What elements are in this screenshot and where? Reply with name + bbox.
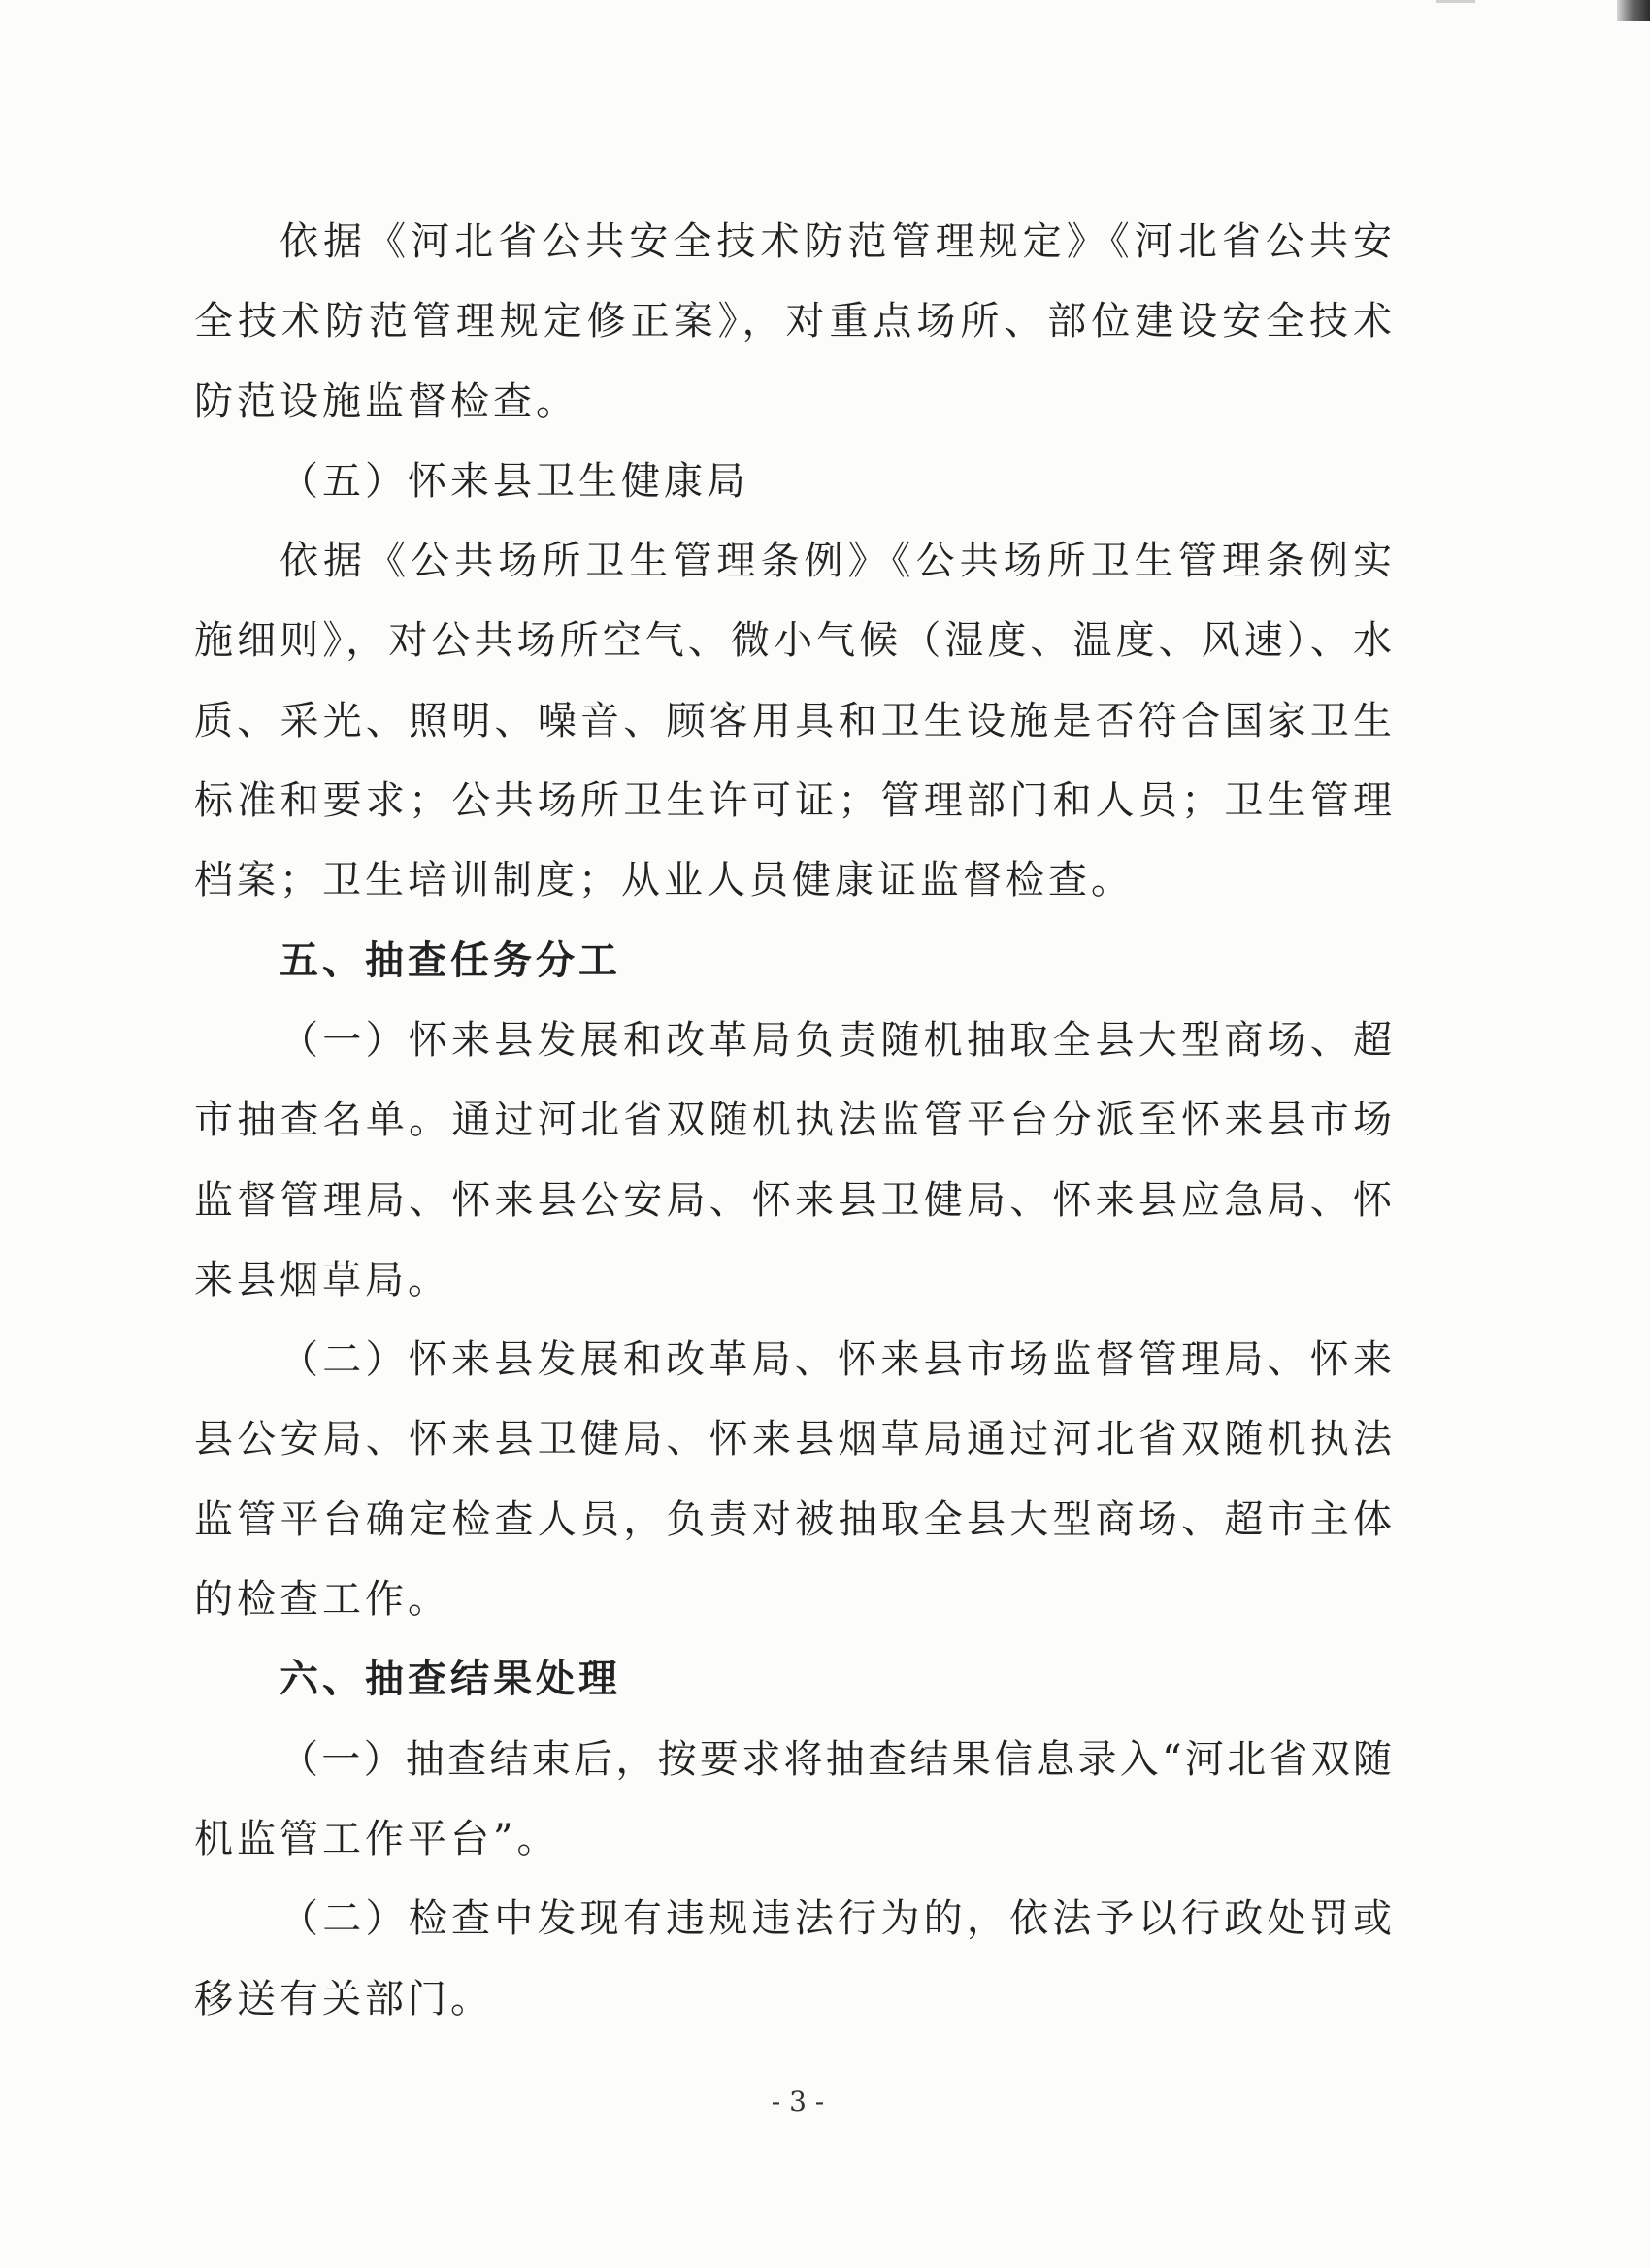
text-line: 的检查工作。	[194, 1577, 450, 1623]
text-line: 监督管理局、怀来县公安局、怀来县卫健局、怀来县应急局、怀	[194, 1177, 1392, 1223]
page-number: - 3 -	[771, 2086, 825, 2118]
paragraph-result-handling-2	[194, 1879, 1392, 2039]
text-line: 机监管工作平台”。	[194, 1816, 560, 1861]
text-line: 县公安局、怀来县卫健局、怀来县烟草局通过河北省双随机执法	[194, 1417, 1392, 1463]
text-line: 市抽查名单。通过河北省双随机执法监管平台分派至怀来县市场	[194, 1098, 1392, 1143]
text-line: 移送有关部门。	[194, 1976, 493, 2021]
subsection-heading: （五）怀来县卫生健康局	[280, 458, 749, 504]
scan-edge-mark	[1617, 0, 1650, 21]
document-body	[194, 202, 1392, 2039]
text-line: （二）怀来县发展和改革局、怀来县市场监督管理局、怀来	[280, 1337, 1392, 1383]
paragraph-task-division-2	[194, 1320, 1392, 1639]
subsection-heading-health-bureau	[194, 442, 1392, 521]
section-heading-task-division	[194, 921, 1392, 1001]
section-heading: 五、抽查任务分工	[280, 937, 621, 983]
paragraph-task-division-1	[194, 1001, 1392, 1320]
text-line: 依据《河北省公共安全技术防范管理规定》《河北省公共安	[280, 219, 1392, 264]
text-line: 防范设施监督检查。	[194, 378, 578, 424]
paragraph-result-handling-1	[194, 1720, 1392, 1880]
text-line: （二）检查中发现有违规违法行为的，依法予以行政处罚或	[280, 1896, 1392, 1942]
text-line: 全技术防范管理规定修正案》，对重点场所、部位建设安全技术	[194, 299, 1392, 345]
text-line: 档案；卫生培训制度；从业人员健康证监督检查。	[194, 858, 1134, 904]
text-line: 质、采光、照明、噪音、顾客用具和卫生设施是否符合国家卫生	[194, 698, 1392, 743]
text-line: （一）抽查结束后，按要求将抽查结果信息录入“河北省双随	[280, 1736, 1392, 1782]
paragraph-security-regulation-basis	[194, 202, 1392, 442]
text-line: 依据《公共场所卫生管理条例》《公共场所卫生管理条例实	[280, 539, 1392, 584]
paragraph-public-place-hygiene	[194, 521, 1392, 920]
text-line: 施细则》，对公共场所空气、微小气候（湿度、温度、风速）、水	[194, 618, 1392, 664]
text-line: 监管平台确定检查人员，负责对被抽取全县大型商场、超市主体	[194, 1496, 1392, 1542]
text-line: 来县烟草局。	[194, 1257, 450, 1302]
section-heading-result-handling	[194, 1639, 1392, 1719]
scan-top-edge-mark	[1436, 0, 1475, 3]
section-heading: 六、抽查结果处理	[280, 1657, 621, 1702]
text-line: 标准和要求；公共场所卫生许可证；管理部门和人员；卫生管理	[194, 778, 1392, 824]
text-line: （一）怀来县发展和改革局负责随机抽取全县大型商场、超	[280, 1017, 1392, 1063]
